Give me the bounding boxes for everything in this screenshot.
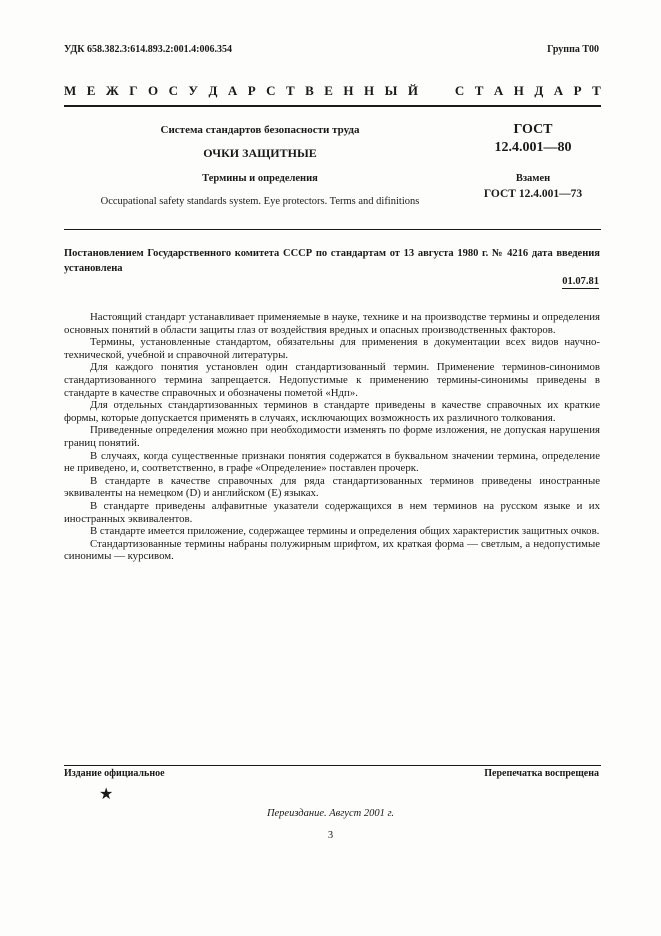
- banner-letter: Т: [286, 83, 295, 98]
- banner-letter: Р: [573, 83, 582, 98]
- body-paragraph: В стандарте имеется приложение, содержащее термины и определения общих характеристик защитных очков.: [90, 525, 600, 538]
- banner-letter: Н: [343, 83, 354, 98]
- page-number: 3: [327, 830, 334, 841]
- banner-letter: О: [147, 83, 159, 98]
- banner-letter: Й: [407, 83, 418, 98]
- banner-letter: У: [188, 83, 198, 98]
- effective-date: 01.07.81: [562, 276, 599, 287]
- banner-letter: Ж: [105, 83, 119, 98]
- standards-system-title: Система стандартов безопасности труда: [160, 124, 360, 136]
- banner-letter: Д: [534, 83, 544, 98]
- resolution-text: Постановлением Государственного комитета СССР по стандартам от 13 августа 1980 г. № 4216 дата введения установлена: [64, 248, 600, 274]
- reissue-note: Переиздание. Август 2001 г.: [266, 808, 395, 819]
- banner-letter: С: [454, 83, 465, 98]
- banner-letter: Т: [592, 83, 601, 98]
- body-paragraph: Приведенные определения можно при необходимости изменять по форме изложения, не допуская нарушения границ понятий.: [64, 424, 600, 449]
- banner-letter: Р: [247, 83, 256, 98]
- replaces-value: ГОСТ 12.4.001—73: [483, 188, 583, 200]
- body-paragraph: В случаях, когда существенные признаки понятия содержатся в буквальном значении термина, определение не приведено, и, соответственно, в графе «Определение» поставлен прочерк.: [64, 449, 600, 475]
- body-paragraph: Для отдельных стандартизованных терминов в стандарте приведены в качестве справочных их краткие формы, которые допускается применять в случаях, исключающих возможность их различного толкования.: [64, 399, 600, 424]
- banner-letter: Н: [513, 83, 524, 98]
- section-divider: [64, 229, 601, 230]
- banner-letter: А: [553, 83, 564, 98]
- group-code: Группа Т00: [547, 44, 599, 55]
- gost-number: 12.4.001—80: [494, 140, 572, 155]
- banner-letter: Г: [129, 83, 138, 98]
- footer-divider: [64, 765, 601, 766]
- banner-letter: Н: [364, 83, 375, 98]
- banner-letter: М: [64, 83, 77, 98]
- body-text: [64, 311, 600, 563]
- english-title: Occupational safety standards system. Eye protectors. Terms and difinitions: [100, 196, 420, 207]
- document-subtitle: Термины и определения: [202, 173, 318, 184]
- body-paragraph: Стандартизованные термины набраны полужирным шрифтом, их краткая форма — светлым, а недопустимые синонимы — курсивом.: [64, 537, 600, 563]
- banner-letter: Е: [324, 83, 333, 98]
- banner-letter: В: [305, 83, 314, 98]
- standard-banner: [64, 83, 601, 99]
- body-paragraph: В стандарте приведены алфавитные указатели содержащихся в нем терминов на русском языке и их иностранных эквивалентов.: [64, 499, 600, 525]
- body-paragraph: Термины, установленные стандартом, обязательны для применения в документации всех видов научно-технической, учебной и справочной литературы.: [64, 336, 600, 361]
- body-paragraph: В стандарте в качестве справочных для ряда стандартизованных терминов приведены иностранные эквиваленты на немецком (D) и английском (E) языках.: [64, 474, 600, 500]
- top-divider: [64, 105, 601, 107]
- banner-letter: Д: [208, 83, 218, 98]
- banner-letter: Е: [86, 83, 96, 98]
- banner-letter: А: [227, 83, 238, 98]
- banner-letter: А: [493, 83, 504, 98]
- reprint-forbidden: Перепечатка воспрещена: [484, 768, 599, 779]
- banner-letter: С: [168, 83, 178, 98]
- banner-letter: С: [266, 83, 276, 98]
- banner-letter: Ы: [384, 83, 398, 98]
- star-icon: ★: [99, 786, 114, 803]
- body-paragraph: Настоящий стандарт устанавливает применяемые в науке, технике и на производстве термины и определения основных понятий в области защиты глаз от воздействия вредных и опасных производственных факторов.: [64, 311, 600, 336]
- body-paragraph: Для каждого понятия установлен один стандартизованный термин. Применение терминов-синонимов стандартизованного термина запрещается. Недопустимые к применению термины-синонимы приведены в стандарте в качестве справочных и обозначены пометой «Ндп».: [64, 361, 600, 399]
- replaces-label: Взамен: [515, 173, 551, 184]
- banner-letter: Т: [474, 83, 484, 98]
- gost-label: ГОСТ: [513, 122, 553, 137]
- banner-gap: [428, 83, 444, 99]
- document-title: ОЧКИ ЗАЩИТНЫЕ: [203, 146, 317, 160]
- official-edition: Издание официальное: [64, 768, 165, 779]
- udk-code: УДК 658.382.3:614.893.2:001.4:006.354: [64, 44, 232, 55]
